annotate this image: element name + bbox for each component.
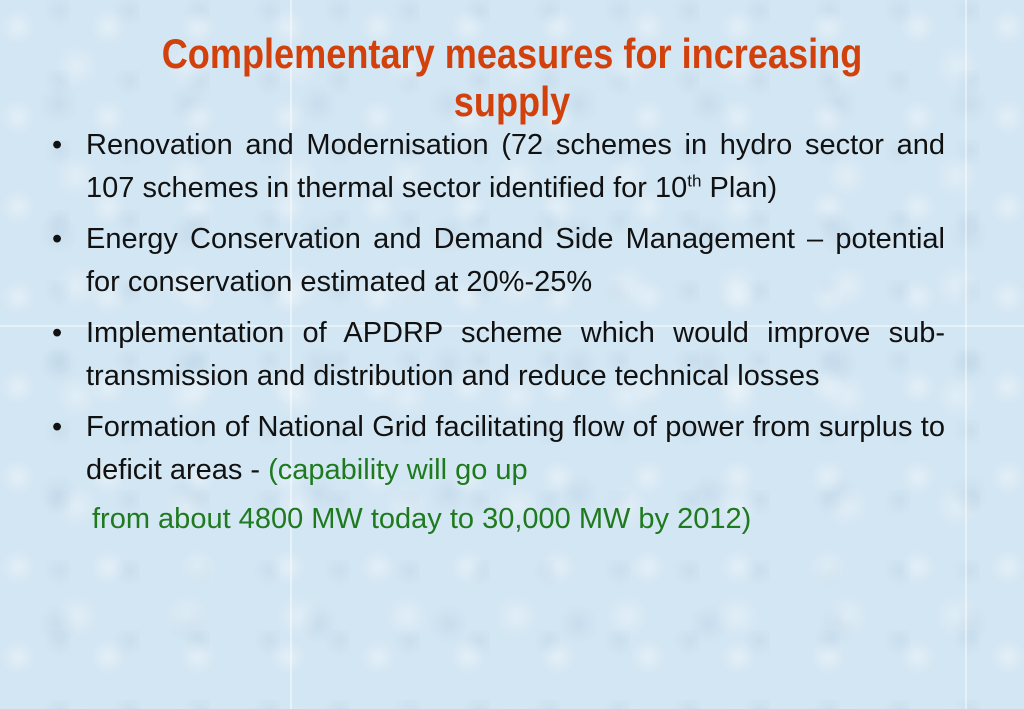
bullet-icon: •	[52, 411, 63, 443]
bullet-item-energy-conservation	[50, 218, 945, 304]
bullet-icon: •	[52, 223, 63, 255]
background-tile-line-v2	[965, 0, 967, 709]
bullet-item-apdrp	[50, 312, 945, 398]
bullet-text: Renovation and Modernisation (72 schemes in hydro sector and 107 schemes in thermal sector identified for 10	[86, 129, 945, 204]
superscript-th: th	[687, 171, 702, 191]
bullet-item-national-grid	[50, 406, 945, 541]
bullet-text: Formation of National Grid facilitating flow of power from surplus to deficit areas -	[86, 411, 945, 486]
bullet-icon: •	[52, 129, 63, 161]
capability-note: (capability will go up	[268, 454, 528, 486]
bullet-text-tail: Plan)	[701, 172, 778, 204]
bullet-list	[50, 124, 945, 549]
capability-note-continued: from about 4800 MW today to 30,000 MW by 2012)	[92, 503, 752, 535]
bullet-text: Implementation of APDRP scheme which would improve sub-transmission and distribution and reduce technical losses	[86, 317, 945, 392]
bullet-item-renovation	[50, 124, 945, 210]
bullet-text: Energy Conservation and Demand Side Management – potential for conservation estimated at 20%-25%	[86, 223, 945, 298]
bullet-icon: •	[52, 317, 63, 349]
slide-title: Complementary measures for increasing supply	[161, 30, 863, 125]
